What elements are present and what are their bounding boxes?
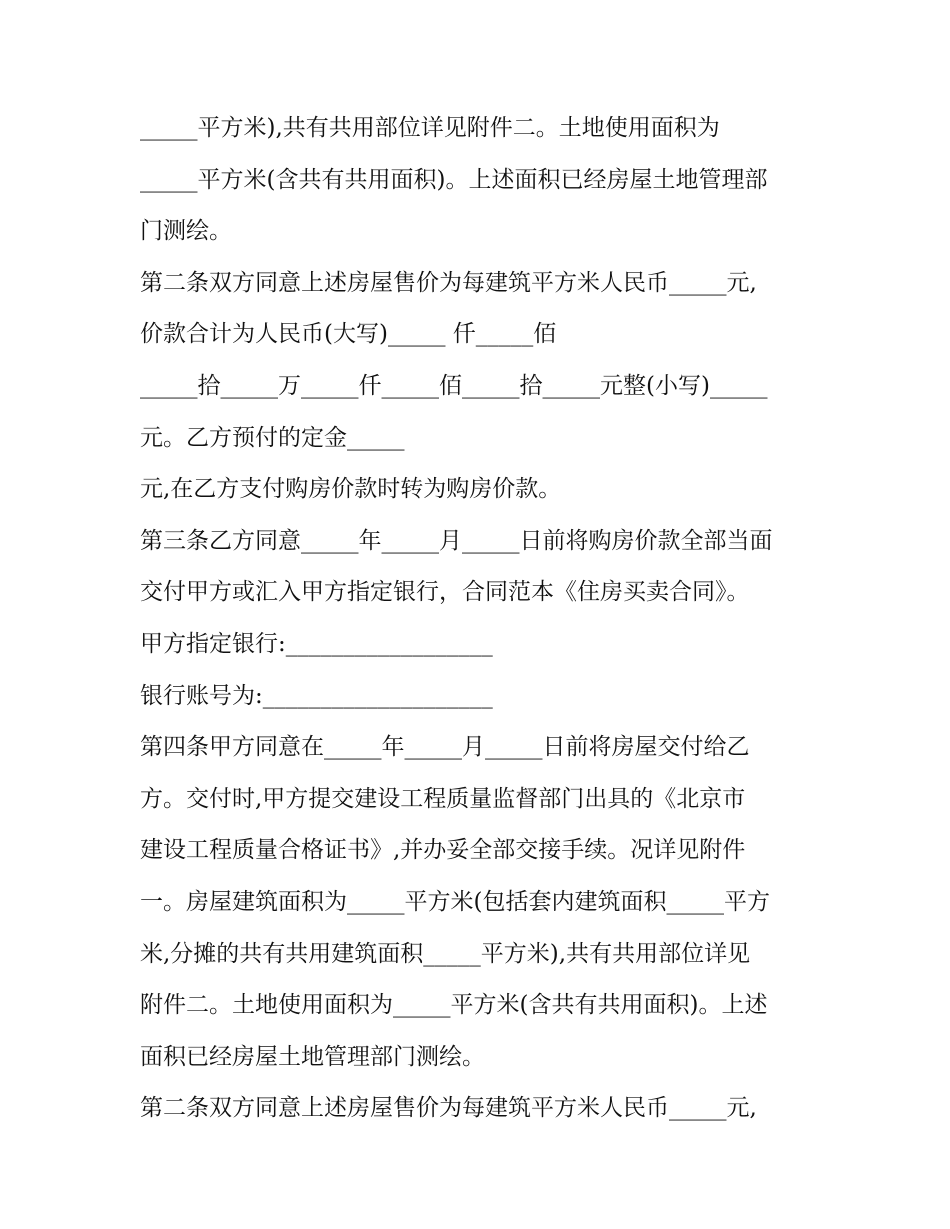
text-line: 第四条甲方同意在_____年_____月_____日前将房屋交付给乙 <box>140 734 750 761</box>
text-line: 第二条双方同意上述房屋售价为每建筑平方米人民币_____元, <box>140 269 757 296</box>
text-line: 元,在乙方支付购房价款时转为购房价款。 <box>140 476 562 503</box>
text-line: 甲方指定银行:__________________ <box>140 630 493 657</box>
text-line: 第二条双方同意上述房屋售价为每建筑平方米人民币_____元, <box>140 1095 757 1122</box>
text-line: 附件二。土地使用面积为_____平方米(含共有共用面积)。上述 <box>140 992 768 1019</box>
text-line: 价款合计为人民币(大写)_____ 仟_____佰 <box>140 321 557 348</box>
text-line: 建设工程质量合格证书》,并办妥全部交接手续。况详见附件 <box>140 837 746 864</box>
text-line: 门测绘。 <box>140 218 232 245</box>
text-line: 银行账号为:____________________ <box>140 682 493 709</box>
text-line: 元。乙方预付的定金_____ <box>140 424 405 451</box>
text-line: 一。房屋建筑面积为_____平方米(包括套内建筑面积_____平方 <box>140 888 770 915</box>
text-line: 面积已经房屋土地管理部门测绘。 <box>140 1043 485 1070</box>
text-line: 米,分摊的共有共用建筑面积_____平方米),共有共用部位详见 <box>140 940 751 967</box>
document-body <box>140 103 840 1135</box>
text-line: _____拾_____万_____仟_____佰_____拾_____元整(小写)_____ <box>140 372 768 399</box>
text-line: 交付甲方或汇入甲方指定银行，合同范本《住房买卖合同》。 <box>140 579 750 606</box>
text-line: 方。交付时,甲方提交建设工程质量监督部门出具的《北京市 <box>140 785 746 812</box>
text-line: _____平方米),共有共用部位详见附件二。土地使用面积为 <box>140 115 720 141</box>
text-line: _____平方米(含共有共用面积)。上述面积已经房屋土地管理部 <box>140 166 768 193</box>
text-line: 第三条乙方同意_____年_____月_____日前将购房价款全部当面 <box>140 527 773 554</box>
